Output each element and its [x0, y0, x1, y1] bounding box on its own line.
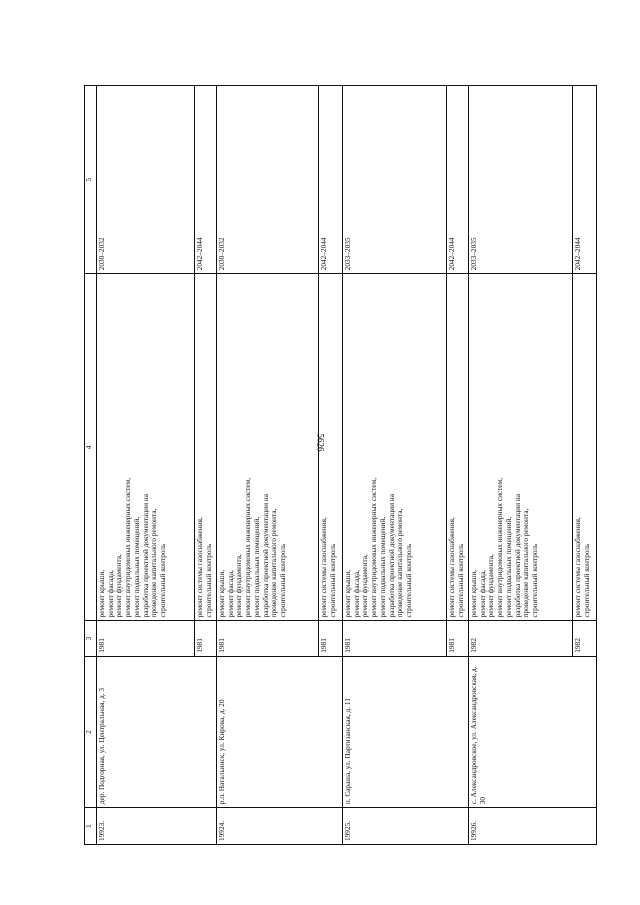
year-cell: 1981 — [195, 621, 217, 656]
works-cell — [469, 274, 573, 621]
address-cell: р.п. Натальинск, ул. Кирова, д. 20 — [217, 656, 343, 808]
work-line: строительный контроль — [529, 543, 539, 618]
table-row — [97, 86, 195, 845]
repair-schedule-table — [84, 85, 597, 845]
work-line: ремонт фундамента, — [234, 554, 244, 618]
header-col-1: 1 — [85, 808, 97, 845]
table-row — [469, 86, 573, 845]
work-line: строительный контроль — [157, 543, 167, 618]
year-cell: 1981 — [217, 621, 319, 656]
works-cell — [319, 274, 343, 621]
work-line: ремонт системы газоснабжения, — [447, 517, 456, 618]
work-line: разработка проектной документации на — [386, 494, 396, 618]
work-line: строительный контроль — [327, 543, 337, 618]
work-line: разработка проектной документации на — [512, 494, 522, 618]
year-cell: 1981 — [97, 621, 195, 656]
work-line: ремонт подвальных помещений, — [131, 516, 141, 618]
work-line: ремонт внутридомовых инженерных систем, — [123, 477, 133, 618]
work-line: разработка проектной документации на — [140, 494, 150, 618]
address-cell: с. Александровское, ул. Александровская, д. 30 — [469, 656, 597, 808]
work-line: проведение капитального ремонта, — [149, 508, 159, 618]
year-cell: 1982 — [469, 621, 573, 656]
work-line: ремонт фасада, — [105, 570, 115, 618]
work-line: проведение капитального ремонта, — [395, 508, 405, 618]
works-cell — [343, 274, 447, 621]
work-line: строительный контроль — [581, 543, 591, 618]
work-line: строительный контроль — [403, 543, 413, 618]
work-line: ремонт фасада, — [225, 570, 235, 618]
work-line: ремонт фасада, — [477, 570, 487, 618]
work-line: ремонт крыши, — [217, 569, 226, 618]
work-line: проведение капитального ремонта, — [521, 508, 531, 618]
work-line: ремонт подвальных помещений, — [377, 516, 387, 618]
row-number: 19925. — [343, 808, 469, 845]
work-line: ремонт крыши, — [343, 569, 352, 618]
works-cell — [573, 274, 597, 621]
work-line: ремонт крыши, — [97, 569, 106, 618]
rotated-table-wrapper — [84, 85, 601, 845]
period-cell: 2042–2044 — [447, 86, 469, 274]
period-cell: 2030–2032 — [97, 86, 195, 274]
page-number: 5626 — [315, 433, 326, 452]
work-line: ремонт фундамента, — [114, 554, 124, 618]
table-header — [85, 86, 97, 845]
work-line: строительный контроль — [455, 543, 465, 618]
period-cell: 2033–2035 — [469, 86, 573, 274]
period-cell: 2033–2035 — [343, 86, 447, 274]
address-cell: дер. Подгорная, ул. Центральная, д. 3 — [97, 656, 217, 808]
work-line: ремонт крыши, — [469, 569, 478, 618]
period-cell: 2042–2044 — [319, 86, 343, 274]
year-cell: 1982 — [573, 621, 597, 656]
year-cell: 1981 — [319, 621, 343, 656]
work-line: ремонт фундамента, — [486, 554, 496, 618]
works-cell — [447, 274, 469, 621]
header-col-5: 5 — [85, 86, 97, 274]
work-line: строительный контроль — [277, 543, 287, 618]
work-line: ремонт фасада, — [351, 570, 361, 618]
table-row — [217, 86, 319, 845]
work-line: ремонт внутридомовых инженерных систем, — [495, 477, 505, 618]
header-col-2: 2 — [85, 656, 97, 808]
works-cell — [217, 274, 319, 621]
work-line: ремонт подвальных помещений, — [251, 516, 261, 618]
row-number: 19924. — [217, 808, 343, 845]
year-cell: 1981 — [447, 621, 469, 656]
work-line: ремонт системы газоснабжения, — [195, 517, 204, 618]
work-line: строительный контроль — [203, 543, 213, 618]
period-cell: 2030–2032 — [217, 86, 319, 274]
work-line: ремонт системы газоснабжения, — [319, 517, 328, 618]
work-line: ремонт внутридомовых инженерных систем, — [243, 477, 253, 618]
work-line: ремонт системы газоснабжения, — [573, 517, 582, 618]
header-col-3: 3 — [85, 621, 97, 656]
header-col-4: 4 — [85, 274, 97, 621]
work-line: ремонт фундамента, — [360, 554, 370, 618]
address-cell: п. Сараша, ул. Партизанская, д. 11 — [343, 656, 469, 808]
period-cell: 2042–2044 — [573, 86, 597, 274]
work-line: ремонт подвальных помещений, — [503, 516, 513, 618]
period-cell: 2042–2044 — [195, 86, 217, 274]
table-body — [97, 86, 597, 845]
work-line: проведение капитального ремонта, — [269, 508, 279, 618]
works-cell — [195, 274, 217, 621]
year-cell: 1981 — [343, 621, 447, 656]
works-cell — [97, 274, 195, 621]
work-line: ремонт внутридомовых инженерных систем, — [369, 477, 379, 618]
work-line: разработка проектной документации на — [260, 494, 270, 618]
row-number: 19923. — [97, 808, 217, 845]
row-number: 19926. — [469, 808, 597, 845]
table-row — [343, 86, 447, 845]
